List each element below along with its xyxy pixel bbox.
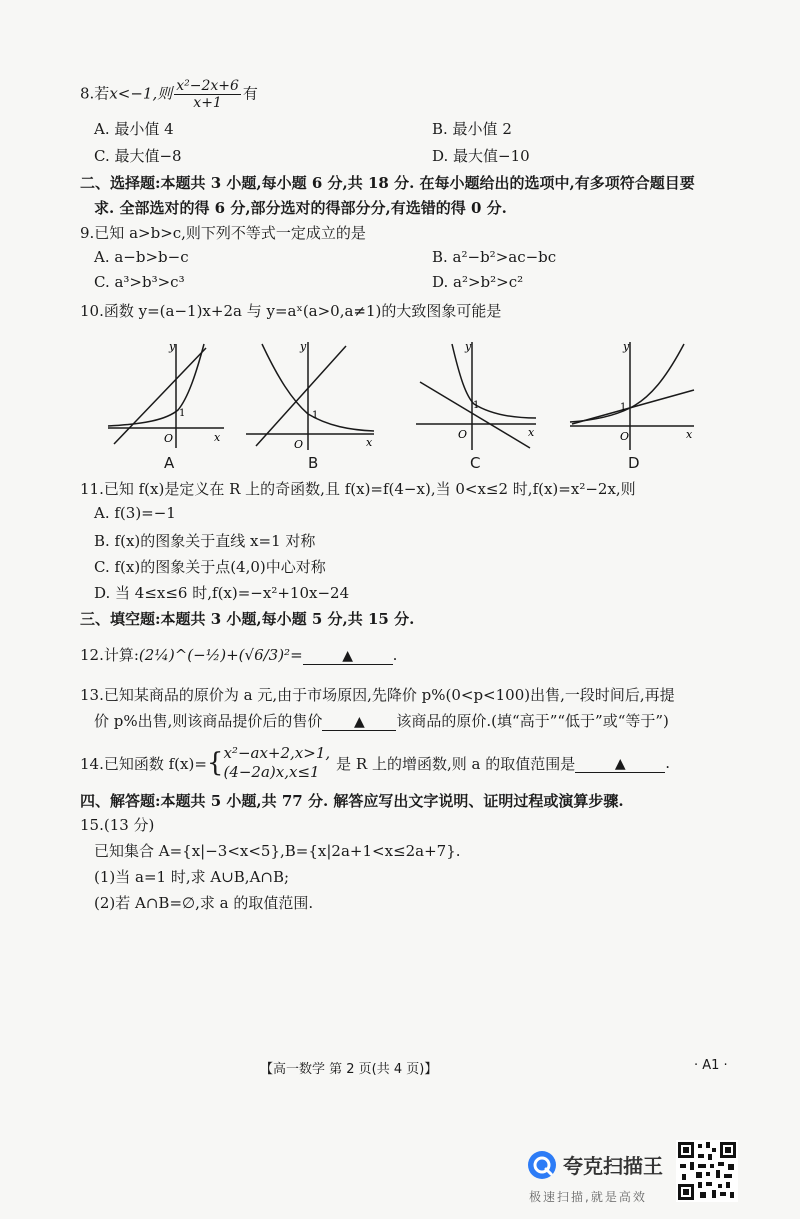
q11-option-a: A. f(3)=−1 (94, 504, 176, 522)
q8-option-d: D. 最大值−10 (432, 147, 530, 165)
scanner-name: 夸克扫描王 (563, 1154, 663, 1178)
q12-answer-blank: ▲ (303, 646, 393, 665)
q9-option-a: A. a−b>b−c (94, 248, 189, 266)
q10-graph-d-x: x (686, 428, 693, 441)
q9-option-b: B. a²−b²>ac−bc (432, 248, 557, 266)
q10-graph-a-origin: O (164, 432, 174, 445)
q13-line2: 价 p%出售,则该商品提价后的售价 ▲ 该商品的原价.(填“高于”“低于”或“等于”) (94, 712, 669, 730)
q11-option-c: C. f(x)的图象关于点(4,0)中心对称 (94, 558, 326, 576)
q10-graph-c-x: x (528, 426, 535, 439)
q8-option-b: B. 最小值 2 (432, 120, 512, 138)
q11-option-b: B. f(x)的图象关于直线 x=1 对称 (94, 532, 316, 550)
q15-line1: 已知集合 A={x|−3<x<5},B={x|2a+1<x≤2a+7}. (94, 842, 461, 860)
q10-graph-c-label: C (470, 454, 481, 472)
q15-head: 15.(13 分) (80, 816, 155, 834)
q12-expression: (2¼)^(−½)+(√6/3)²= (138, 646, 303, 664)
q10-graph-c (412, 338, 552, 453)
q10-graph-a (104, 338, 244, 453)
q9-option-d: D. a²>b²>c² (432, 273, 524, 291)
q14-piecewise: x²−ax+2,x>1, (4−2a)x,x≤1 (223, 744, 331, 781)
q10-graph-d-one: 1 (620, 402, 627, 413)
page-footer: 【高一数学 第 2 页(共 4 页)】 (260, 1062, 438, 1077)
q13-line1: 13.已知某商品的原价为 a 元,由于市场原因,先降价 p%(0<p<100)出售,一段时间后,再提 (80, 686, 675, 704)
paper-code: · A1 · (694, 1058, 728, 1073)
q10-graph-a-one: 1 (179, 408, 186, 419)
scanner-logo-icon (527, 1150, 557, 1180)
q9-stem: 9.已知 a>b>c,则下列不等式一定成立的是 (80, 224, 366, 242)
q14-line: 14.已知函数 f(x)={ x²−ax+2,x>1, (4−2a)x,x≤1 是 R 上的增函数,则 a 的取值范围是 ▲ . (80, 744, 671, 781)
q15-line2: (1)当 a=1 时,求 A∪B,A∩B; (94, 868, 290, 886)
q8-option-c: C. 最大值−8 (94, 147, 182, 165)
section4-title: 四、解答题:本题共 5 小题,共 77 分. 解答应写出文字说明、证明过程或演算步骤. (80, 792, 624, 810)
q10-graph-b-origin: O (294, 438, 304, 451)
q10-graph-d-label: D (628, 454, 640, 472)
q10-graph-c-one: 1 (473, 400, 480, 411)
q14-answer-blank: ▲ (575, 754, 665, 773)
q10-graph-d-origin: O (620, 430, 630, 443)
q10-graph-c-origin: O (458, 428, 468, 441)
q8-fraction: $\frac{\text{x²−2x+6}}{x+1}$ (176, 78, 239, 111)
q10-graph-b (242, 338, 382, 453)
q11-option-d: D. 当 4≤x≤6 时,f(x)=−x²+10x−24 (94, 584, 350, 602)
q10-graph-a-y: y (169, 340, 176, 353)
q10-graph-b-x: x (366, 436, 373, 449)
q8-stem: 8.若x<−1,则 $\frac{\text{x²−2x+6}}{x+1}$ 有 (80, 78, 258, 111)
section2-line1: 二、选择题:本题共 3 小题,每小题 6 分,共 18 分. 在每小题给出的选项中,有多项符合题目要 (80, 174, 695, 192)
q9-option-c: C. a³>b³>c³ (94, 273, 185, 291)
q13-answer-blank: ▲ (322, 712, 396, 731)
q10-graph-b-one: 1 (312, 410, 319, 421)
q10-stem: 10.函数 y=(a−1)x+2a 与 y=aˣ(a>0,a≠1)的大致图象可能是 (80, 302, 502, 320)
section2-line2: 求. 全部选对的得 6 分,部分选对的得部分分,有选错的得 0 分. (94, 199, 507, 217)
q10-graph-b-label: B (308, 454, 319, 472)
qr-code-icon (676, 1140, 738, 1202)
q10-graph-a-label: A (164, 454, 175, 472)
q11-stem: 11.已知 f(x)是定义在 R 上的奇函数,且 f(x)=f(4−x),当 0<x≤2 时,f(x)=x²−2x,则 (80, 480, 636, 498)
q12-line: 12.计算:(2¼)^(−½)+(√6/3)²= ▲ . (80, 646, 398, 664)
q10-graph-d-y: y (623, 340, 630, 353)
q10-graph-c-y: y (465, 340, 472, 353)
scanner-slogan: 极速扫描,就是高效 (529, 1190, 647, 1204)
section3-title: 三、填空题:本题共 3 小题,每小题 5 分,共 15 分. (80, 610, 415, 628)
q15-line3: (2)若 A∩B=∅,求 a 的取值范围. (94, 894, 314, 912)
q10-graph-a-x: x (214, 431, 221, 444)
q10-graph-b-y: y (300, 340, 307, 353)
q8-option-a: A. 最小值 4 (94, 120, 174, 138)
q10-graph-d (568, 338, 708, 453)
